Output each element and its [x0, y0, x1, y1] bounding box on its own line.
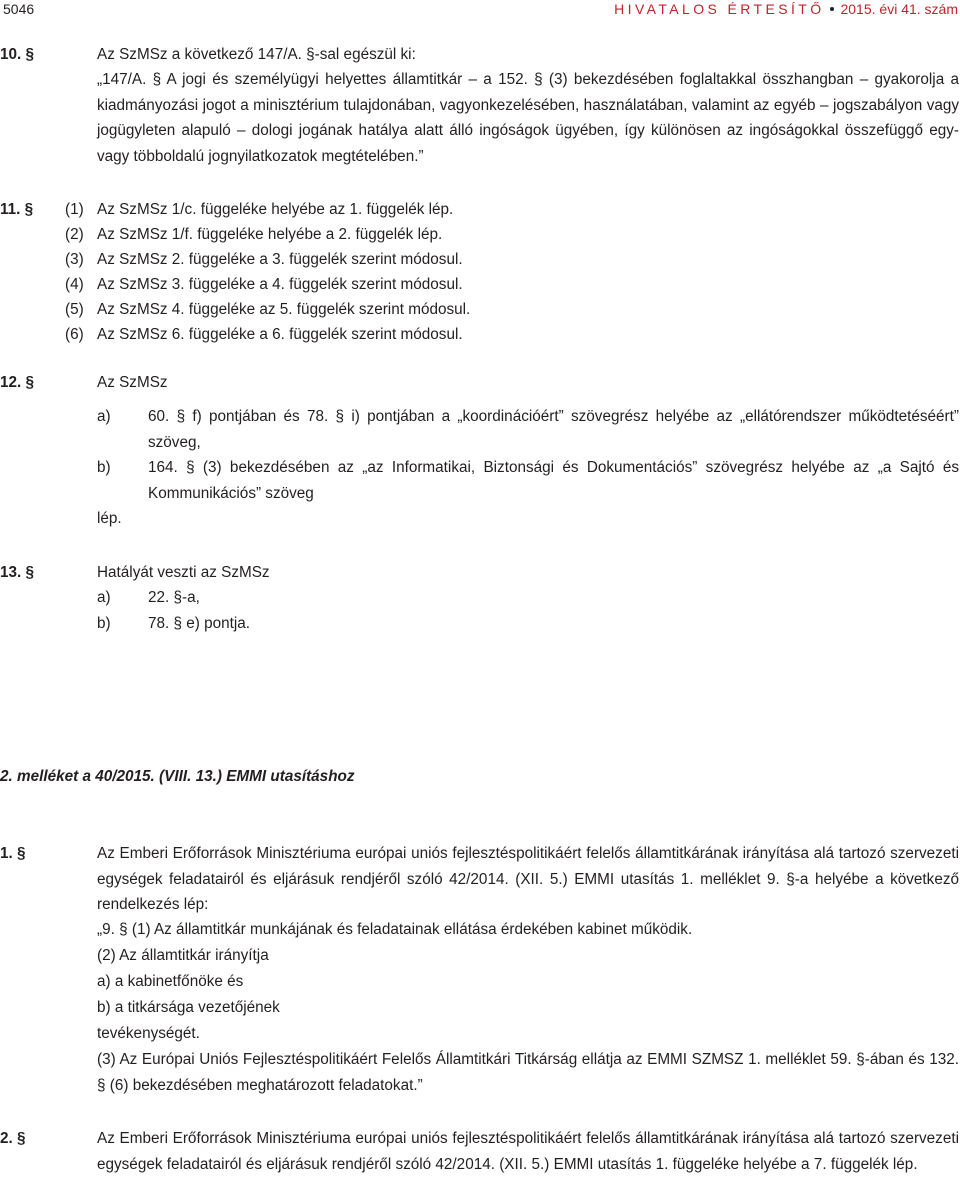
section-number: 1. § [0, 845, 26, 862]
journal-masthead [614, 0, 958, 18]
bullet-icon [830, 7, 834, 11]
list-item: Az SzMSz 3. függeléke a 4. függelék szerint módosul. [97, 276, 463, 293]
list-item-letter: b) [97, 459, 111, 476]
list-item: 60. § f) pontjában és 78. § i) pontjában a „koordinációért” szövegrész helyébe az „ellátórendszer működtetéséért” szöveg, [148, 408, 959, 451]
journal-issue: 2015. évi 41. szám [840, 1, 958, 17]
quoted-line: (2) Az államtitkár irányítja [97, 947, 269, 964]
list-item-index: (3) [65, 251, 84, 268]
list-item: Az SzMSz 1/f. függeléke helyébe a 2. függelék lép. [97, 226, 443, 243]
section-text: „147/A. § A jogi és személyügyi helyettes államtitkár – a 152. § (3) bekezdésében foglaltakkal összhangban – gyakorolja a kiadmányozási jogot a minisztérium tulajdonában, vagyonkezelésében, használatában, valamint az egyéb – jogszabályon vagy jogügyleten alapuló – dologi jogának hatálya alatt álló ingóságok ügyében, így különösen az ingóságokkal összefüggő egy- vagy többoldalú jognyilatkozatok megtételében.” [97, 71, 959, 165]
list-item-letter: a) [97, 408, 111, 425]
section-number: 11. § [0, 201, 34, 218]
quoted-line: b) a titkársága vezetőjének [97, 999, 280, 1016]
section-number: 13. § [0, 564, 35, 581]
list-item-index: (4) [65, 276, 84, 293]
list-item: 78. § e) pontja. [148, 615, 251, 632]
list-item: 22. §-a, [148, 589, 200, 606]
quoted-closing: (3) Az Európai Uniós Fejlesztéspolitikáért Felelős Államtitkári Titkárság ellátja az EMMI SZMSZ 1. melléklet 59. §-ában és 132. § (6) bekezdésében meghatározott feladatokat.” [97, 1051, 959, 1094]
section-text: Az Emberi Erőforrások Minisztériuma európai uniós fejlesztéspolitikáért felelős államtitkárának irányítása alá tartozó szervezeti egységek feladatairól és eljárásuk rendjéről szóló 42/2014. (XII. 5.) EMMI utasítás 1. melléklet 9. §-a helyébe a következő rendelkezés lép: [97, 845, 959, 913]
journal-title: HIVATALOS ÉRTESÍTŐ [614, 1, 825, 17]
section-number: 12. § [0, 374, 35, 391]
quoted-line: a) a kabinetfőnöke és [97, 973, 244, 990]
section-closing: lép. [97, 510, 122, 527]
list-item-index: (1) [65, 201, 84, 218]
section-intro: Az SzMSz [97, 374, 168, 391]
list-item-index: (6) [65, 326, 84, 343]
section-intro: Hatályát veszti az SzMSz [97, 564, 270, 581]
list-item-index: (5) [65, 301, 84, 318]
quoted-line: „9. § (1) Az államtitkár munkájának és feladatainak ellátása érdekében kabinet működik. [97, 921, 693, 938]
section-text: Az Emberi Erőforrások Minisztériuma európai uniós fejlesztéspolitikáért felelős államtitkárának irányítása alá tartozó szervezeti egységek feladatairól és eljárásuk rendjéről szóló 42/2014. (XII. 5.) EMMI utasítás 1. függeléke helyébe a 7. függelék lép. [97, 1130, 959, 1173]
list-item: Az SzMSz 4. függeléke az 5. függelék szerint módosul. [97, 301, 471, 318]
list-item: Az SzMSz 1/c. függeléke helyébe az 1. függelék lép. [97, 201, 454, 218]
list-item-letter: b) [97, 615, 111, 632]
list-item: 164. § (3) bekezdésében az „az Informatikai, Biztonsági és Dokumentációs” szövegrész helyébe az „a Sajtó és Kommunikációs” szöveg [148, 459, 959, 502]
list-item: Az SzMSz 6. függeléke a 6. függelék szerint módosul. [97, 326, 463, 343]
page-number: 5046 [3, 1, 35, 17]
annex-title: 2. melléket a 40/2015. (VIII. 13.) EMMI utasításhoz [0, 768, 355, 785]
quoted-line: tevékenységét. [97, 1025, 200, 1042]
section-intro: Az SzMSz a következő 147/A. §-sal egészül ki: [97, 46, 416, 63]
section-number: 10. § [0, 46, 35, 63]
list-item-index: (2) [65, 226, 84, 243]
section-number: 2. § [0, 1130, 26, 1147]
page-header [0, 0, 958, 22]
list-item: Az SzMSz 2. függeléke a 3. függelék szerint módosul. [97, 251, 463, 268]
list-item-letter: a) [97, 589, 111, 606]
